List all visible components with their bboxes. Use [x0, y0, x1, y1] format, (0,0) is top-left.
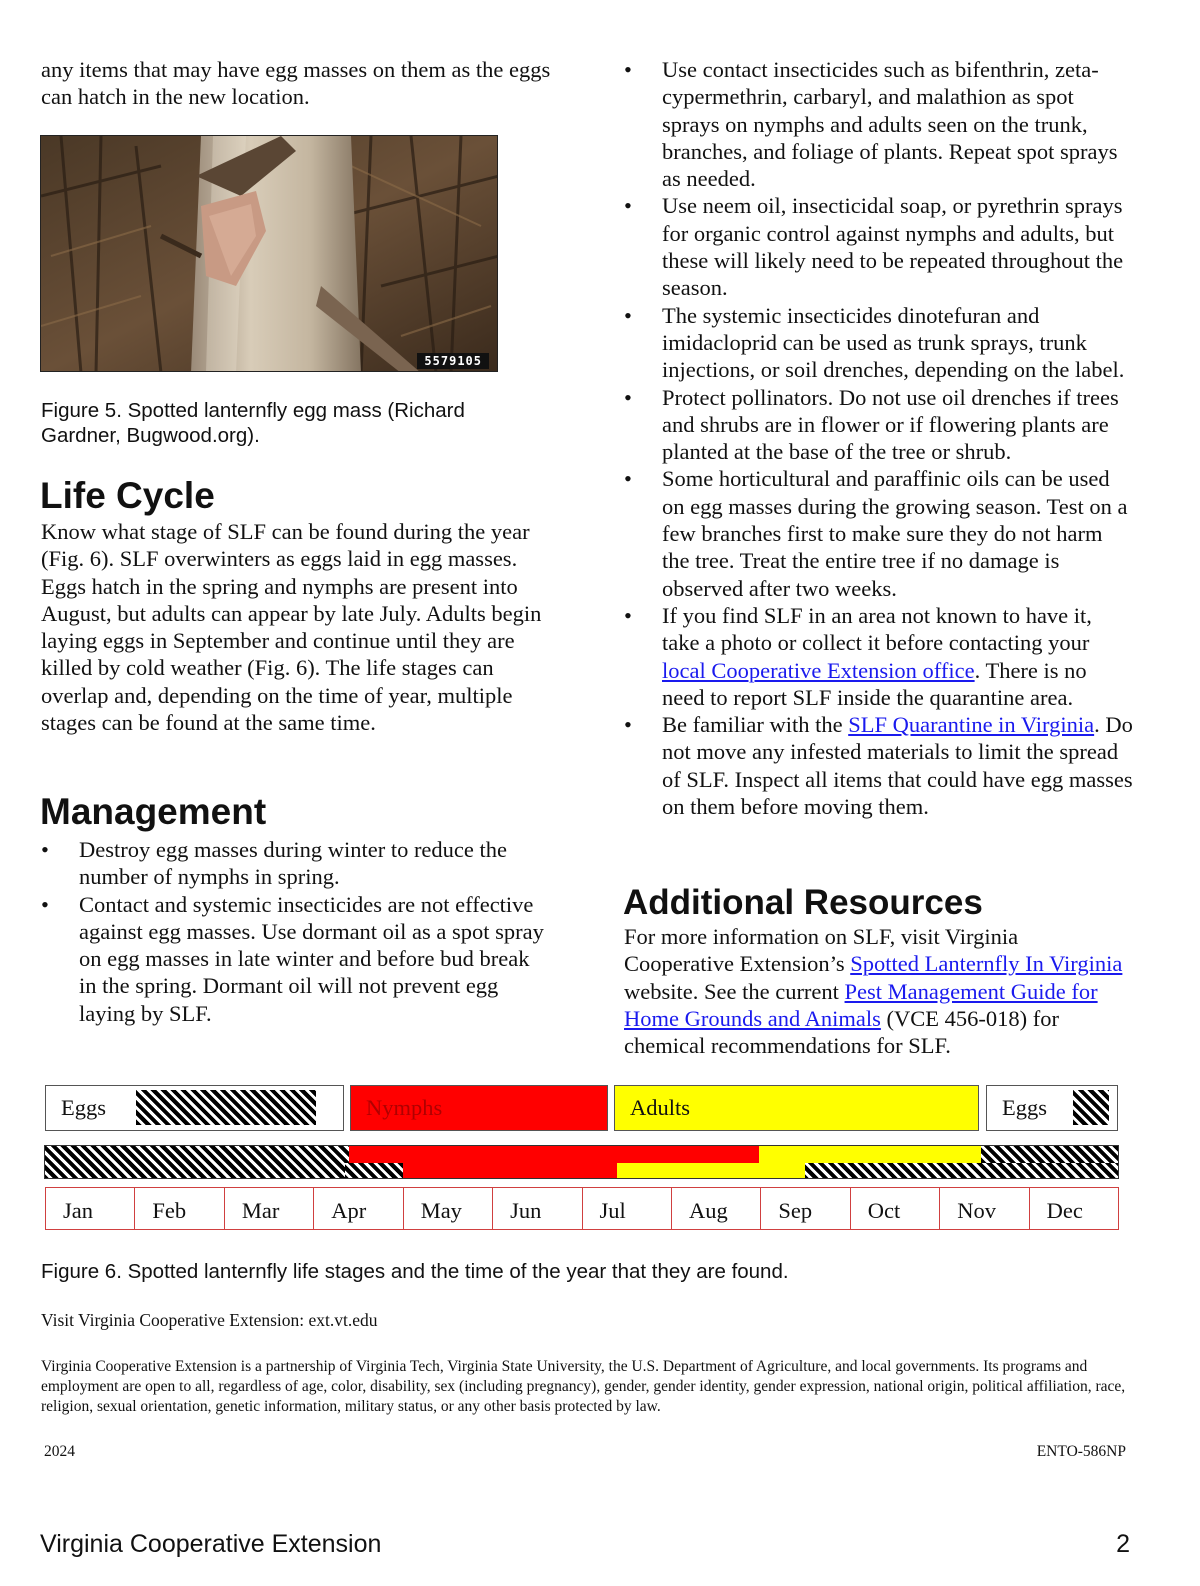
bullet-dot: •: [624, 193, 632, 219]
photo-id-badge: 5579105: [417, 353, 489, 369]
resources-text-2: website. See the current: [624, 978, 845, 1004]
month-label: Aug: [672, 1188, 761, 1229]
footer-organization: Virginia Cooperative Extension: [40, 1530, 382, 1558]
additional-resources-text: [624, 923, 1124, 1059]
timeline-adults-lower: [617, 1163, 805, 1179]
bullet-text: Protect pollinators. Do not use oil drenches if trees and shrubs are in flower or if flowering plants are planted at the base of the tree or shrub.: [662, 384, 1119, 465]
bullet-text-after: . Do not move any infested materials to limit the spread of SLF. Inspect all items that could have egg masses on them before moving them.: [662, 712, 1133, 820]
bullet-text: Use neem oil, insecticidal soap, or pyrethrin sprays for organic control against nymphs and adults, but these will likely need to be repeated throughout the season.: [662, 193, 1124, 301]
timeline-eggs-fall: [805, 1163, 1119, 1179]
intro-text: any items that may have egg masses on them as the eggs can hatch in the new location.: [41, 57, 551, 110]
stage-label: Nymphs: [366, 1095, 443, 1120]
list-item: [41, 891, 546, 1027]
month-axis: [45, 1187, 1119, 1230]
page-number: 2: [1116, 1530, 1130, 1558]
eggs-hatch-swatch: [136, 1090, 316, 1125]
bullet-dot: •: [624, 712, 632, 738]
stage-label: Eggs: [61, 1095, 106, 1120]
month-label: Jul: [583, 1188, 672, 1229]
bullet-text: Contact and systemic insecticides are not effective against egg masses. Use dormant oil as a spot spray on egg masses in late winter and before bud break in the spring. Dormant oil will not prevent egg laying by SLF.: [79, 891, 544, 1026]
list-item: [624, 302, 1134, 384]
stage-nymphs: [350, 1085, 608, 1131]
management-heading: Management: [40, 791, 267, 832]
slf-quarantine-link[interactable]: SLF Quarantine in Virginia: [848, 712, 1095, 738]
resources-text-3: (VCE 456-018) for chemical recommendations for SLF.: [624, 1005, 1059, 1059]
control-bullets: [624, 56, 1134, 820]
eggs-hatch-swatch: [1073, 1090, 1109, 1125]
life-cycle-heading: Life Cycle: [40, 475, 215, 516]
life-cycle-text: Know what stage of SLF can be found during the year (Fig. 6). SLF overwinters as eggs laid in egg masses. Eggs hatch in the spring and nymphs are present into August, but adults can appear by late July. Adults begin laying eggs in September and continue until they are killed by cold weather (Fig. 6). The life stages can overlap and, depending on the time of year, multiple stages can be found at the same time.: [41, 519, 542, 736]
list-item: [624, 192, 1134, 301]
bullet-dot: •: [41, 837, 49, 862]
publication-code: ENTO-586NP: [1036, 1443, 1126, 1460]
bullet-text: Destroy egg masses during winter to reduce the number of nymphs in spring.: [79, 837, 508, 890]
stage-label: Eggs: [1002, 1095, 1047, 1120]
life-stage-timeline: [44, 1145, 1119, 1179]
month-label: Dec: [1046, 1198, 1083, 1223]
bullet-dot: •: [624, 602, 632, 628]
stage-eggs-start: [45, 1085, 344, 1131]
bullet-dot: •: [624, 302, 632, 328]
egg-mass-photo: [40, 135, 498, 372]
bullet-text: Use contact insecticides such as bifenthrin, zeta-cypermethrin, carbaryl, and malathion as spot sprays on nymphs and adults seen on the trunk, branches, and foliage of plants. Repeat spot sprays as needed.: [662, 57, 1118, 192]
additional-resources-heading: Additional Resources: [623, 883, 983, 922]
month-label: Jun: [493, 1188, 582, 1229]
figure6-caption: Figure 6. Spotted lanternfly life stages and the time of the year that they are found.: [41, 1260, 789, 1283]
resources-text-1: For more information on SLF, visit Virginia Cooperative Extension’s: [624, 924, 1019, 977]
month-label: Mar: [225, 1188, 314, 1229]
list-item: [624, 384, 1134, 466]
bullet-text-before: If you find SLF in an area not known to have it, take a photo or collect it before contacting your: [662, 602, 1092, 656]
bullet-dot: •: [41, 891, 49, 917]
month-label: Jan: [46, 1188, 135, 1229]
list-item: [624, 465, 1134, 601]
bullet-text: The systemic insecticides dinotefuran and imidacloprid can be used as trunk sprays, trunk injections, or soil drenches, depending on the label.: [662, 302, 1125, 383]
publication-year: 2024: [44, 1443, 75, 1460]
list-item: [41, 836, 546, 891]
month-label: Sep: [761, 1188, 850, 1229]
timeline-eggs-end: [981, 1146, 1119, 1163]
bullet-dot: •: [624, 57, 632, 82]
pest-management-guide-link[interactable]: Pest Management Guide for Home Grounds and Animals: [624, 978, 1098, 1031]
bullet-text-before: Be familiar with the: [662, 712, 849, 738]
list-item: [624, 602, 1134, 711]
stage-adults: [614, 1085, 979, 1131]
month-label: Feb: [135, 1188, 224, 1229]
stage-label: Adults: [630, 1095, 691, 1120]
visit-extension-text: Visit Virginia Cooperative Extension: ext.vt.edu: [41, 1310, 378, 1330]
month-label: Oct: [851, 1188, 940, 1229]
month-label: Nov: [940, 1188, 1029, 1229]
egg-mass-photo-drawing: [41, 136, 498, 372]
timeline-adults-upper: [759, 1146, 981, 1163]
timeline-eggs-overlap: [345, 1163, 403, 1179]
month-label: May: [404, 1188, 493, 1229]
local-extension-office-link[interactable]: local Cooperative Extension office: [662, 657, 975, 683]
timeline-nymphs-lower: [403, 1163, 617, 1179]
nondiscrimination-statement: Virginia Cooperative Extension is a partnership of Virginia Tech, Virginia State University, the U.S. Department of Agriculture, and local governments. Its programs and employment are open to all, regardless of age, color, disability, sex (including pregnancy), gender, gender identity, gender expression, national origin, political affiliation, race, religion, sexual orientation, genetic information, military status, or any other basis protected by law.: [41, 1358, 1126, 1415]
list-item: [624, 711, 1134, 820]
bullet-text-after: . There is no need to report SLF inside the quarantine area.: [662, 657, 1087, 710]
bullet-text: Some horticultural and paraffinic oils can be used on egg masses during the growing season. Test on a few branches first to make sure they do not harm the tree. Treat the entire tree if no damage is observed after two weeks.: [662, 466, 1128, 601]
list-item: [624, 56, 1134, 192]
management-bullets: [41, 836, 546, 1027]
month-label: Apr: [314, 1188, 403, 1229]
stage-eggs-end: [986, 1085, 1118, 1131]
bullet-dot: •: [624, 384, 632, 410]
figure5-caption: Figure 5. Spotted lanternfly egg mass (Richard Gardner, Bugwood.org).: [41, 399, 465, 447]
spotted-lanternfly-in-virginia-link[interactable]: Spotted Lanternfly In Virginia: [850, 951, 1123, 977]
bullet-dot: •: [624, 466, 632, 492]
timeline-nymphs: [349, 1146, 759, 1163]
